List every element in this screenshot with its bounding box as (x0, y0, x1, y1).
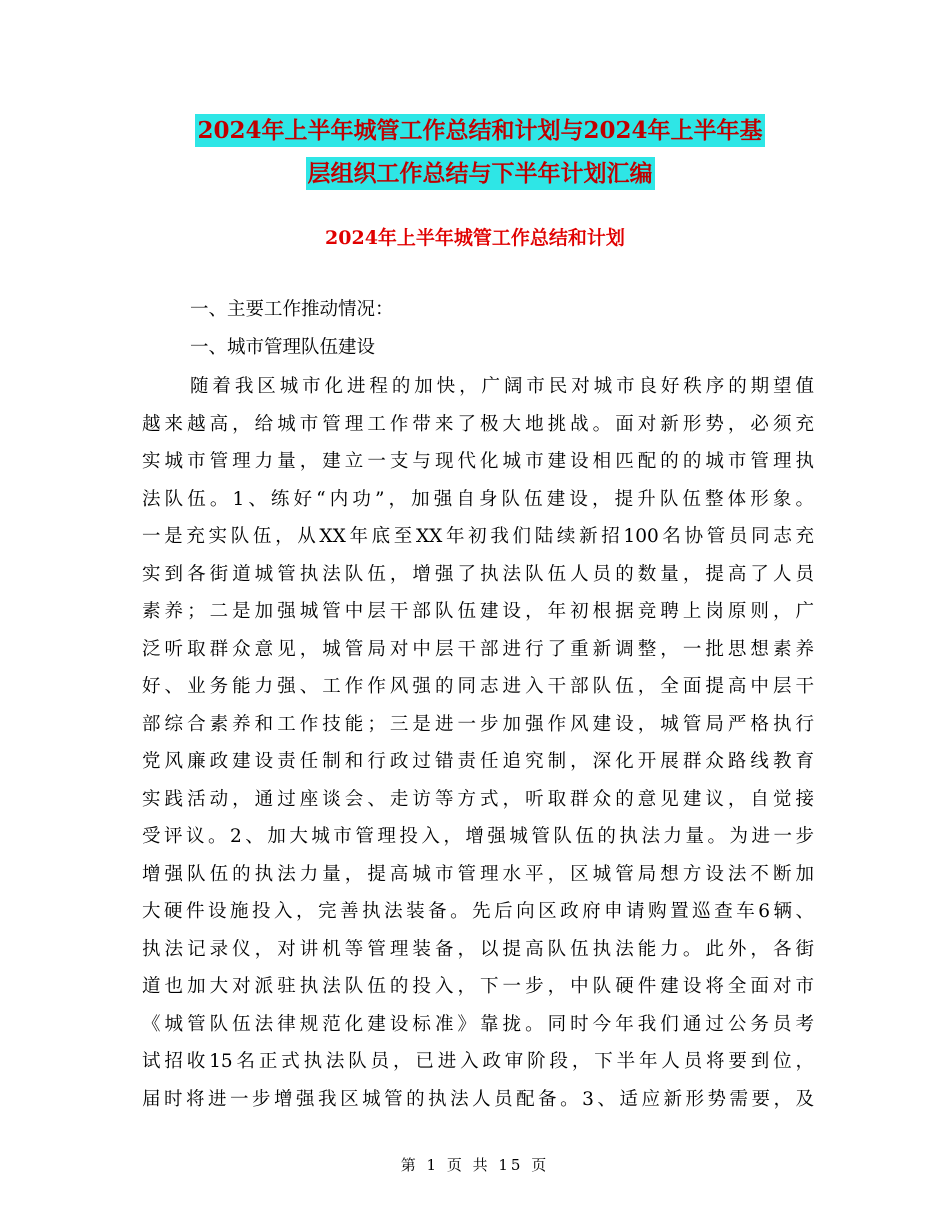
body-paragraph (142, 368, 814, 1118)
subsection-heading: 一、城市管理队伍建设 (190, 337, 376, 358)
paragraph-line: 法队伍。1、练好“内功”，加强自身队伍建设，提升队伍整体形象。 (142, 488, 814, 510)
paragraph-line: 随着我区城市化进程的加快，广阔市民对城市良好秩序的期望值 (190, 376, 814, 397)
paragraph-line: 《城管队伍法律规范化建设标准》靠拢。同时今年我们通过公务员考 (142, 1013, 814, 1035)
paragraph-line: 素养；二是加强城管中层干部队伍建设，年初根据竞聘上岗原则，广 (142, 601, 814, 622)
paragraph-line: 实到各街道城管执法队伍，增强了执法队伍人员的数量，提高了人员 (142, 563, 814, 585)
paragraph-line: 实践活动，通过座谈会、走访等方式，听取群众的意见建议，自觉接 (142, 788, 814, 810)
paragraph-line: 好、业务能力强、工作作风强的同志进入干部队伍，全面提高中层干 (142, 676, 814, 697)
paragraph-line: 部综合素养和工作技能；三是进一步加强作风建设，城管局严格执行 (142, 713, 814, 735)
page-footer: 第 1 页 共 15 页 (400, 1156, 550, 1174)
paragraph-line: 道也加大对派驻执法队伍的投入，下一步，中队硬件建设将全面对市 (142, 976, 814, 997)
document-title-line-2 (140, 153, 820, 195)
paragraph-line: 实城市管理力量，建立一支与现代化城市建设相匹配的的城市管理执 (142, 451, 814, 472)
paragraph-line: 越来越高，给城市管理工作带来了极大地挑战。面对新形势，必须充 (142, 413, 814, 435)
paragraph-line: 试招收15名正式执法队员，已进入政审阶段，下半年人员将要到位， (142, 1051, 814, 1072)
section-heading: 一、主要工作推动情况： (190, 299, 394, 320)
paragraph-line: 大硬件设施投入，完善执法装备。先后向区政府申请购置巡查车6辆、 (142, 901, 814, 922)
paragraph-line: 党风廉政建设责任制和行政过错责任追究制，深化开展群众路线教育 (142, 751, 814, 772)
title-highlight: 2024年上半年城管工作总结和计划与2024年上半年基 (195, 114, 764, 147)
paragraph-line: 届时将进一步增强我区城管的执法人员配备。3、适应新形势需要，及 (142, 1088, 814, 1110)
title-highlight: 层组织工作总结与下半年计划汇编 (306, 157, 655, 190)
paragraph-line: 一是充实队伍，从XX年底至XX年初我们陆续新招100名协管员同志充 (142, 526, 814, 547)
paragraph-line: 增强队伍的执法力量，提高城市管理水平，区城管局想方设法不断加 (142, 863, 814, 885)
section-title: 2024年上半年城管工作总结和计划 (325, 227, 625, 249)
paragraph-line: 执法记录仪，对讲机等管理装备，以提高队伍执法能力。此外，各街 (142, 938, 814, 960)
paragraph-line: 泛听取群众意见，城管局对中层干部进行了重新调整，一批思想素养 (142, 638, 814, 660)
paragraph-line: 受评议。2、加大城市管理投入，增强城管队伍的执法力量。为进一步 (142, 826, 814, 847)
document-title-line-1 (140, 110, 820, 152)
